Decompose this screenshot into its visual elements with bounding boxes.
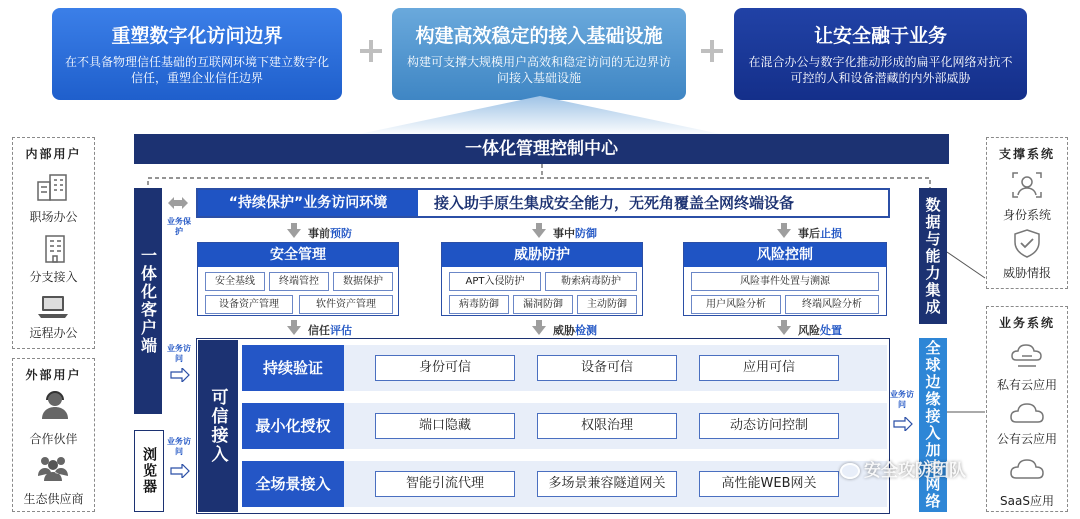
row-all-scenario-access: 全场景接入	[242, 461, 344, 507]
wechat-icon	[840, 463, 860, 479]
business-access-label: 业务访问	[890, 390, 914, 409]
identity-icon	[1010, 170, 1044, 200]
unified-client: 一体化客户端	[134, 188, 162, 414]
environment-title: “持续保护”业务访问环境	[198, 190, 418, 216]
office-building-icon	[36, 172, 70, 202]
business-item-label: 公有云应用	[996, 432, 1057, 446]
data-capability-integration: 数据与能力集成	[919, 188, 947, 324]
trusted-access-label: 可信接入	[198, 340, 238, 512]
shield-icon	[1010, 228, 1044, 258]
business-protect-label: 业务保护	[167, 217, 191, 236]
internal-users-title: 内部用户	[25, 147, 82, 161]
plus-icon	[701, 40, 723, 62]
row-cell: 动态访问控制	[699, 413, 839, 439]
private-cloud-icon	[1010, 340, 1044, 370]
row-cell: 智能引流代理	[375, 471, 515, 497]
banner-text: 构建可支撑大规模用户高效和稳定访问的无边界访问接入基础设施	[406, 55, 671, 85]
internal-item-label: 分支接入	[29, 270, 78, 284]
right-arrow-icon	[893, 417, 913, 431]
chip: 风险事件处置与溯源	[691, 272, 879, 291]
global-edge-network: 全球边缘接入加速网络	[919, 338, 947, 512]
module-threat-protection	[441, 242, 643, 316]
row-cell: 身份可信	[375, 355, 515, 381]
down-arrow-icon	[532, 326, 546, 335]
module-title: 威胁防护	[442, 243, 642, 267]
chip: 安全基线	[205, 272, 265, 291]
saas-cloud-icon	[1010, 452, 1044, 482]
phase-label: 事后止损	[798, 227, 842, 240]
right-arrow-icon	[170, 368, 190, 382]
protection-environment-bar	[196, 188, 890, 218]
row-cell: 端口隐藏	[375, 413, 515, 439]
branch-building-icon	[38, 234, 72, 264]
down-arrow-icon	[287, 229, 301, 238]
chip: 设备资产管理	[205, 295, 293, 314]
banner-text: 在不具备物理信任基础的互联网环境下建立数字化信任，重塑企业信任边界	[64, 55, 329, 85]
row-cell: 权限治理	[537, 413, 677, 439]
module-risk-control	[683, 242, 887, 316]
banner-digital-boundary	[52, 8, 342, 100]
down-arrow-icon	[532, 229, 546, 238]
banner-text: 在混合办公与数字化推动形成的扁平化网络对抗不可控的人和设备潜藏的内外部威胁	[748, 55, 1013, 85]
supplier-group-icon	[36, 452, 70, 482]
phase-label: 事前预防	[308, 227, 352, 240]
row-cell: 多场景兼容隧道网关	[537, 471, 677, 497]
flow-label: 风险处置	[798, 324, 842, 337]
support-item-label: 身份系统	[1002, 208, 1051, 222]
up-arrow-shape	[330, 96, 750, 136]
support-systems-title: 支撑系统	[998, 147, 1055, 161]
down-arrow-icon	[777, 326, 791, 335]
laptop-icon	[36, 292, 70, 322]
management-control-center: 一体化管理控制中心	[134, 134, 949, 164]
support-connector	[947, 250, 987, 280]
banner-infrastructure	[392, 8, 686, 100]
chip: 软件资产管理	[299, 295, 393, 314]
row-cell: 高性能WEB网关	[699, 471, 839, 497]
business-connector	[947, 402, 987, 422]
public-cloud-icon	[1010, 398, 1044, 428]
support-item-label: 威胁情报	[1002, 266, 1051, 280]
down-arrow-icon	[777, 229, 791, 238]
banner-title: 重塑数字化访问边界	[111, 25, 283, 47]
banner-title: 让安全融于业务	[813, 25, 947, 47]
external-item-label: 生态供应商	[23, 492, 84, 506]
banner-title: 构建高效稳定的接入基础设施	[415, 25, 663, 47]
chip: 勒索病毒防护	[545, 272, 637, 291]
business-systems-title: 业务系统	[998, 316, 1055, 330]
browser-box: 浏览器	[134, 430, 164, 512]
external-item-label: 合作伙伴	[29, 432, 78, 446]
row-least-privilege: 最小化授权	[242, 403, 344, 449]
chip: 数据保护	[333, 272, 393, 291]
business-access-label: 业务访问	[167, 437, 191, 456]
internal-item-label: 远程办公	[29, 326, 78, 340]
business-access-label: 业务访问	[167, 344, 191, 363]
row-continuous-verification: 持续验证	[242, 345, 344, 391]
down-arrow-icon	[287, 326, 301, 335]
banner-security-in-business	[734, 8, 1027, 100]
row-cell: 设备可信	[537, 355, 677, 381]
right-arrow-icon	[170, 464, 190, 478]
chip: 主动防御	[577, 295, 637, 314]
watermark-text: 安全攻防团队	[864, 461, 966, 481]
plus-icon	[360, 40, 382, 62]
external-users-title: 外部用户	[25, 368, 82, 382]
watermark	[840, 456, 980, 480]
phase-label: 事中防御	[553, 227, 597, 240]
chip: 漏洞防御	[513, 295, 573, 314]
row-cell: 应用可信	[699, 355, 839, 381]
chip: 终端风险分析	[785, 295, 879, 314]
flow-label: 信任评估	[308, 324, 352, 337]
internal-item-label: 职场办公	[29, 210, 78, 224]
business-item-label: 私有云应用	[996, 378, 1057, 392]
chip: 用户风险分析	[691, 295, 781, 314]
module-title: 安全管理	[198, 243, 398, 267]
chip: 终端管控	[269, 272, 329, 291]
double-arrow-icon	[168, 196, 188, 210]
module-title: 风险控制	[684, 243, 886, 267]
flow-label: 威胁检测	[553, 324, 597, 337]
partner-icon	[38, 390, 72, 420]
environment-slogan: 接入助手原生集成安全能力，无死角覆盖全网终端设备	[434, 194, 795, 212]
business-item-label: SaaS应用	[1000, 494, 1054, 508]
module-security-management	[197, 242, 399, 316]
chip: 病毒防御	[449, 295, 509, 314]
chip: APT入侵防护	[449, 272, 541, 291]
